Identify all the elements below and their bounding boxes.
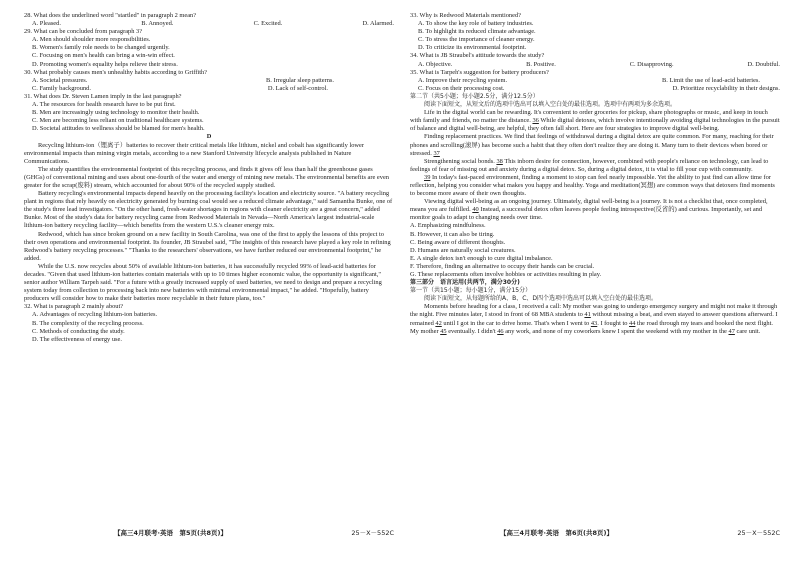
option-a: A. Pleased.	[32, 20, 61, 28]
options-list	[410, 222, 780, 279]
question-33	[410, 12, 780, 52]
question-32	[24, 303, 394, 343]
option-a: A. To show the key role of battery industries.	[418, 20, 534, 28]
question-stem: 32. What is paragraph 2 mainly about?	[24, 303, 124, 311]
option-c: C. Focus on their processing cost.	[418, 84, 505, 92]
option-b: B. Annoyed.	[141, 20, 174, 28]
option-item: E. A single detox isn't enough to cure digital imbalance.	[410, 254, 553, 262]
answer-options	[24, 77, 394, 85]
answer-options	[24, 20, 394, 28]
cloze-passage: Moments before heading for a class, I received a call: My mother was going to undergo emergency surgery and might not make it through the night. Five minutes later, I stood in front of 68 MBA students to 41 without missing a beat, and even stayed to answer questions afterward. I remained 42 until I got in the car to drive home. That's when I went to 43. I fought to 44 the road through my tears and booked the next flight. My mother 45 eventually. I didn't 46 any work, and none of my coworkers knew I spent the weekend with my mother in the 47 care unit.	[410, 303, 778, 335]
passage-label: D	[206, 133, 212, 141]
left-page	[24, 12, 394, 527]
section-instruction: 阅读下面短文，从短文后的选项中选出可以填入空白处的最佳选项。选项中有两项为多余选项。	[424, 101, 677, 109]
option-item: F. Therefore, finding an alternative to occupy their hands can be crucial.	[410, 262, 595, 270]
question-stem: 35. What is Tarpeh's suggestion for battery producers?	[410, 68, 549, 76]
passage-paragraph: 39 In today's fast-paced environment, finding a moment to stop can feel nearly impossible. Yet the ability to just find can allow time for reflection, helping you consider what makes you happy and healthy. Yoga and meditation(冥想) are common ways that detoxers find moments to become more aware of their own thoughts.	[410, 173, 775, 198]
passage-paragraph: Redwood, which has since broken ground on a new facility in South Carolina, was one of the first to apply the lessons of this project to their own operations and environmental footprint. Its founder, JB Straubel said, "The insights of this research have played a key role in refining Redwood's battery recycling processes." "Thanks to the researchers' observations, we have further reduced our environmental footprint," he added.	[24, 230, 391, 262]
section-heading: 第一节（共15小题；每小题1分，满分15分）	[410, 287, 532, 295]
question-28	[24, 12, 394, 28]
option-c: C. Methods of conducting the study.	[32, 327, 125, 335]
passage-d	[24, 142, 394, 304]
blank-46: 46	[497, 327, 504, 335]
question-34	[410, 52, 780, 68]
footer-code: 25－X－552C	[737, 529, 780, 537]
blank-41: 41	[584, 311, 591, 319]
option-a: A. Advantages of recycling lithium-ion batteries.	[32, 311, 158, 319]
option-b: B. Irregular sleep patterns.	[266, 76, 334, 84]
option-b: B. The complexity of the recycling process.	[32, 319, 144, 327]
passage-paragraph: While the U.S. now recycles about 50% of available lithium-ion batteries, it has successfully recycled 99% of lead-acid batteries for decades. "Given that used lithium-ion batteries contain materials with up to 10 times higher economic value, the opportunity is significant," senior author William Tarpeh said. "For a future with a greatly increased supply of used batteries, we need to design and prepare a recycling system today from collection to processing back into new batteries with minimal environmental impact," he added. "Hopefully, battery producers will consider how to make their batteries more recyclable in their future plans, too."	[24, 262, 382, 303]
question-30	[24, 69, 394, 93]
passage-paragraph: Strengthening social bonds. 38 This inborn desire for connection, however, combined with people's reliance on technology, can lead to feelings of fear of missing out and anxiety during a digital detox. So, during a digital detox, it is vital to fill your cup with community.	[410, 157, 769, 173]
option-d: D. The effectiveness of energy use.	[32, 335, 122, 343]
option-c: C. Disapproving.	[629, 60, 674, 68]
option-c: C. Family background.	[32, 84, 91, 92]
page-footer-right	[410, 528, 780, 537]
option-d: D. Lack of self-control.	[267, 84, 328, 92]
question-35	[410, 69, 780, 93]
option-item: D. Humans are naturally social creatures.	[410, 246, 516, 254]
blank-36: 36	[532, 117, 539, 125]
option-a: A. Men should shoulder more responsibilities.	[32, 36, 151, 44]
option-d: D. Alarmed.	[362, 20, 394, 28]
answer-options	[410, 77, 780, 85]
blank-42: 42	[435, 319, 442, 327]
option-b: B. Limit the use of lead-acid batteries.	[662, 76, 760, 84]
option-b: B. Positive.	[526, 60, 556, 68]
option-c: C. Excited.	[253, 20, 283, 28]
option-item: B. However, it can also be tiring.	[410, 230, 495, 238]
answer-options	[24, 85, 394, 93]
blank-38: 38	[496, 157, 503, 165]
option-c: C. To stress the importance of cleaner energy.	[418, 36, 535, 44]
option-a: A. The resources for health research have to be put first.	[32, 101, 176, 109]
option-d: D. Prioritize recyclability in their designs.	[672, 84, 780, 92]
question-stem: 34. What is JB Straubel's attitude towards the study?	[410, 52, 545, 60]
blank-39: 39	[424, 173, 431, 181]
option-b: B. To highlight its reduced climate advantage.	[418, 28, 536, 36]
option-d: D. Societal attitudes to wellness should be blamed for men's health.	[32, 125, 205, 133]
passage-paragraph: Battery recycling's environmental impacts depend heavily on the processing facility's location and electricity source. "A battery recycling plant in regions that rely heavily on electricity generated by burning coal would see a reduced climate advantage," said Samantha Bunke, one of the study's three lead investigators. "On the other hand, fresh-water shortages in regions with cleaner electricity are a great concern," added Bunke. Most of the study's data for battery recycling came from Redwood Materials in Nevada—North America's largest industrial-scale lithium-ion battery recycling facility—which benefits from the western U.S.'s cleaner energy mix.	[24, 190, 393, 230]
option-d: D. To criticize its environmental footprint.	[418, 44, 527, 52]
footer-code: 25－X－552C	[351, 529, 394, 537]
option-a: A. Objective.	[418, 60, 453, 68]
page-footer-left	[24, 528, 394, 537]
passage-paragraph: Life in the digital world can be rewarding. It's convenient to order groceries for pickup, share photographs or music, and keep in touch with family and friends, no matter the distance. 36 While digital detoxes, which involve intentionally avoiding digital technologies in the pursuit of balance and digital well-being, are helpful, they often fall short. Here are four strategies to improve digital well-being.	[410, 109, 780, 133]
passage-paragraph: Finding replacement practices. We find that feelings of withdrawal during a digital detox are quite common. For many, reaching for their phones and scrolling(滚屏) has become such a habit that they often don't realize they are doing it. Many turn to their devices when bored or stressed. 37	[410, 133, 774, 157]
option-a: A. Societal pressures.	[32, 76, 88, 84]
option-b: B. Women's family role needs to be changed urgently.	[32, 44, 170, 52]
passage-seven-choose-five	[410, 109, 780, 222]
section-heading: 第二节（共5小题；每小题2.5分，满分12.5分）	[410, 92, 539, 100]
question-stem: 31. What does Dr. Steven Lamen imply in the last paragraph?	[24, 92, 182, 100]
option-d: D. Doubtful.	[747, 60, 780, 68]
blank-40: 40	[472, 206, 479, 214]
answer-options	[410, 85, 780, 93]
part-heading: 第三部分 语言运用(共两节，满分30分)	[410, 279, 520, 287]
blank-37: 37	[433, 149, 440, 157]
option-c: C. Focusing on men's health can bring a win-win effect.	[32, 52, 175, 60]
blank-43: 43	[590, 319, 598, 327]
question-31	[24, 93, 394, 133]
question-stem: 28. What does the underlined word "startled" in paragraph 2 mean?	[24, 12, 197, 19]
passage-paragraph: The study quantifies the environmental footprint of this recycling process, and finds it gives off less than half the greenhouse gases (GHGs) of conventional mining and uses about one-fourth of the water and energy of mining new metals. The environmental benefits are even greater for the scrap(废料) stream, which accounted for about 90% of the recycled supply studied.	[24, 165, 389, 189]
question-29	[24, 28, 394, 68]
blank-44: 44	[629, 319, 636, 327]
passage-paragraph: Viewing digital well-being as an ongoing journey. Ultimately, digital well-being is a journey. It is not a checklist that, once completed, means you are fulfilled. 40 Instead, a successful detox often leaves people feeling introspective(反省的) and curious. Importantly, set and monitor goals to adapt to changing needs over time.	[410, 198, 768, 222]
right-page	[410, 12, 780, 527]
question-stem: 33. Why is Redwood Materials mentioned?	[410, 12, 521, 19]
option-item: A. Emphasizing mindfulness.	[410, 222, 486, 230]
footer-title: 【高三4月联考·英语 第6页(共8页)】	[500, 529, 613, 537]
option-item: C. Being aware of different thoughts.	[410, 238, 506, 246]
section-instruction: 阅读下面短文，从每题所给的A、B、C、D四个选项中选出可以填入空白处的最佳选项。	[424, 295, 658, 303]
option-d: D. Promoting women's equality helps relieve their stress.	[32, 60, 178, 68]
option-b: B. Men are increasingly using technology to monitor their health.	[32, 109, 200, 117]
option-a: A. Improve their recycling system.	[418, 76, 508, 84]
blank-45: 45	[440, 327, 447, 335]
option-item: G. These replacements often involve hobbies or activities resulting in play.	[410, 271, 602, 278]
blank-47: 47	[728, 327, 735, 335]
passage-paragraph: Recycling lithium-ion（锂离子）batteries to recover their critical metals like lithium, nickel and cobalt has significantly lower environmental impacts than mining virgin metals, according to a new Stanford University lifecycle analysis published in Nature Communications.	[24, 141, 365, 165]
question-stem: 30. What probably causes men's unhealthy habits according to Griffith?	[24, 68, 208, 76]
option-c: C. Men are becoming less reliant on traditional healthcare systems.	[32, 117, 204, 125]
answer-options	[410, 61, 780, 69]
question-stem: 29. What can be concluded from paragraph 3?	[24, 28, 143, 36]
footer-title: 【高三4月联考·英语 第5页(共8页)】	[114, 529, 227, 537]
